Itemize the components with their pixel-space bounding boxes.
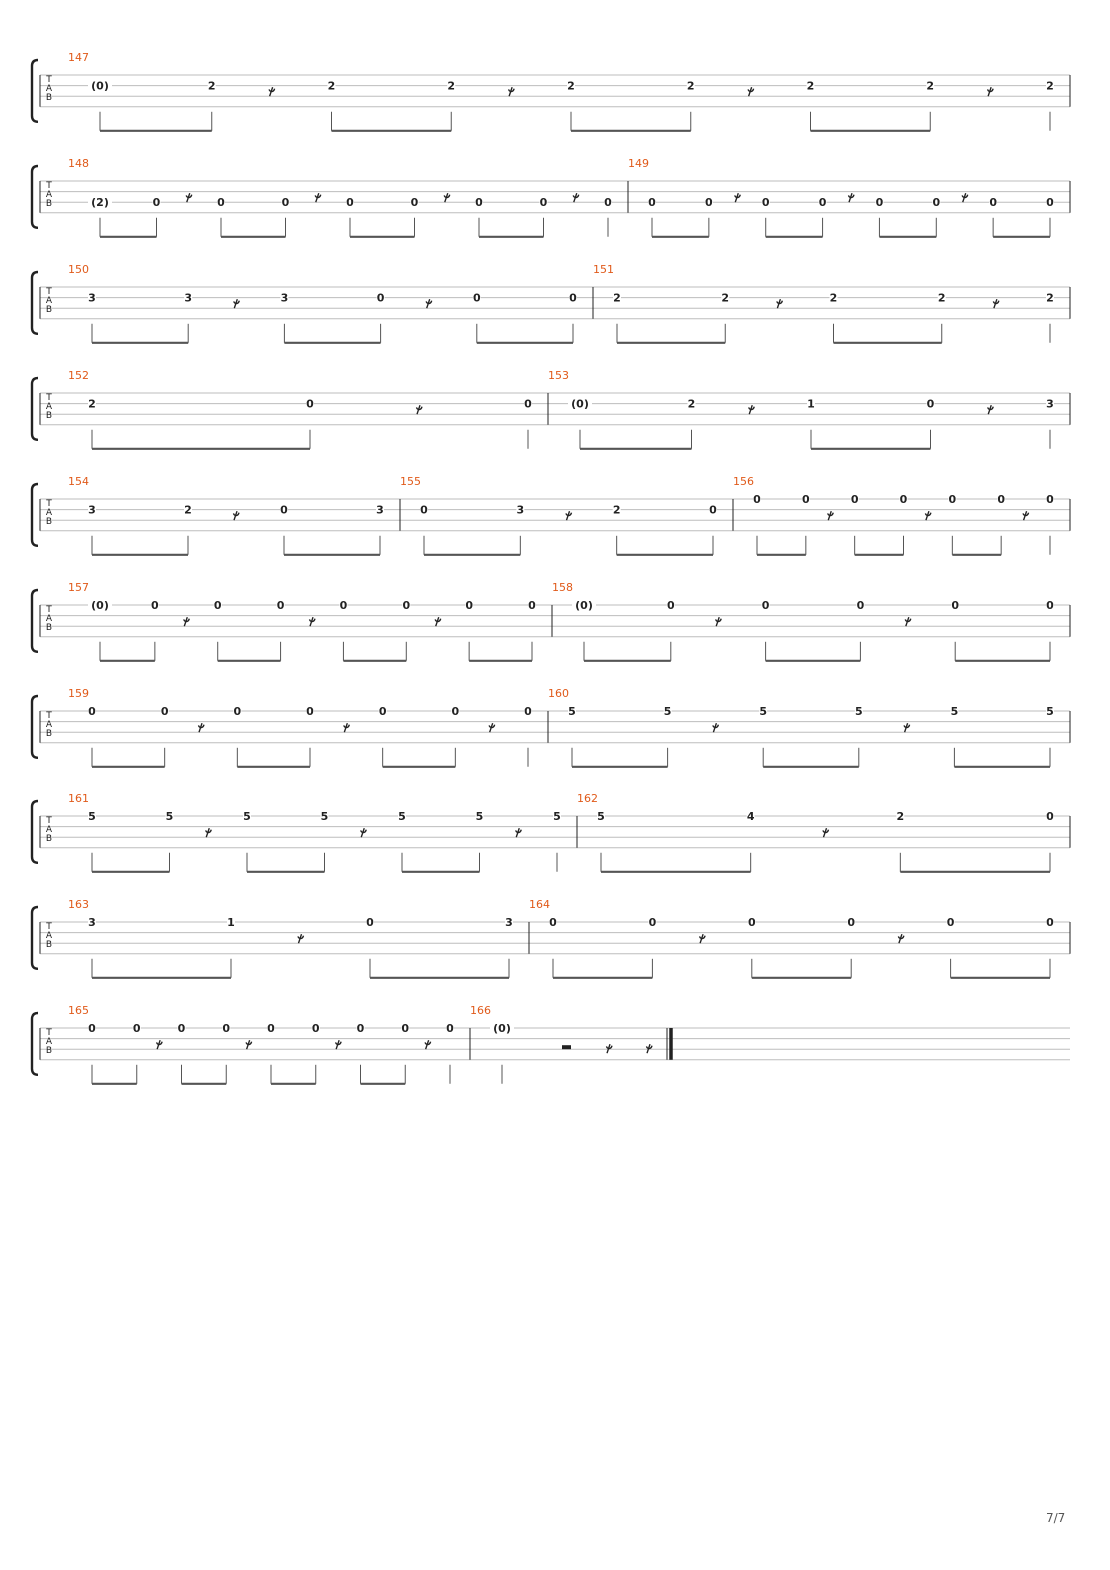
fret-number: 0 (1046, 599, 1054, 612)
fret-number: 0 (217, 196, 225, 210)
rest-symbol (849, 193, 854, 202)
tab-clef-letter: T (46, 816, 52, 826)
fret-number: 2 (721, 291, 730, 305)
fret-number: 0 (761, 196, 770, 210)
fret-number: 2 (937, 291, 946, 305)
fret-number: 0 (222, 1022, 231, 1035)
measure-number: 157 (68, 581, 89, 594)
measure-number: 152 (68, 369, 89, 382)
rest-symbol (962, 193, 967, 202)
fret-number: 0 (1046, 493, 1054, 506)
system-bracket (32, 801, 38, 863)
fret-number: 0 (151, 599, 159, 612)
fret-number: 5 (950, 705, 959, 718)
rest-symbol (777, 299, 782, 308)
rest-symbol (157, 1040, 162, 1049)
tab-clef-letter: B (45, 940, 53, 950)
tab-clef-letter: A (45, 190, 53, 200)
tab-clef-letter: T (46, 181, 52, 191)
fret-number: 2 (88, 397, 96, 411)
rest-symbol (735, 193, 740, 202)
fret-number: 2 (447, 79, 456, 93)
system-bracket (32, 378, 38, 440)
fret-number: 4 (746, 810, 755, 823)
fret-number: 0 (648, 196, 656, 210)
fret-number: (0) (575, 599, 593, 612)
fret-number: 3 (88, 291, 96, 305)
fret-number: 0 (989, 196, 997, 210)
fret-number: 0 (401, 1022, 410, 1035)
rest-symbol (516, 828, 521, 837)
rest-symbol (700, 934, 705, 943)
fret-number: 0 (761, 599, 770, 612)
fret-number: 0 (420, 503, 428, 517)
system-bracket (32, 590, 38, 652)
fret-number: 2 (327, 79, 336, 93)
fret-number: 3 (280, 291, 289, 305)
measure-number: 149 (628, 157, 649, 170)
fret-number: 0 (524, 705, 532, 718)
rest-symbol (234, 299, 239, 308)
system-bracket (32, 60, 38, 122)
rest-symbol (234, 511, 239, 520)
fret-number: 0 (666, 599, 675, 612)
fret-number: 0 (932, 196, 941, 210)
fret-number: 0 (356, 1022, 365, 1035)
fret-number: 0 (233, 705, 242, 718)
rest-symbol (310, 617, 315, 626)
fret-number: 0 (802, 493, 810, 506)
rest-symbol (988, 405, 993, 414)
tab-clef-letter: B (45, 305, 53, 315)
fret-number: 3 (1046, 397, 1054, 411)
fret-number: 0 (339, 599, 348, 612)
tab-clef-letter: A (45, 720, 53, 730)
system-bracket (32, 1013, 38, 1075)
page-number: 7/7 (1046, 1511, 1066, 1525)
fret-number: 0 (306, 397, 314, 411)
fret-number: 0 (946, 916, 955, 929)
rest-symbol (566, 511, 571, 520)
fret-number: 5 (854, 705, 863, 718)
measure-number: 156 (733, 475, 754, 488)
system-bracket (32, 166, 38, 228)
tab-clef-letter: A (45, 1037, 53, 1047)
fret-number: 5 (475, 810, 484, 823)
tab-clef-letter: A (45, 296, 53, 306)
rest-symbol (748, 87, 753, 96)
fret-number: 0 (1046, 916, 1054, 929)
rest-symbol (184, 617, 189, 626)
fret-number: 0 (472, 291, 481, 305)
fret-number: 0 (709, 503, 717, 517)
fret-number: (0) (571, 397, 589, 411)
measure-number: 151 (593, 263, 614, 276)
fret-number: 2 (926, 79, 935, 93)
tab-clef-letter: A (45, 508, 53, 518)
measure-number: 155 (400, 475, 421, 488)
tab-clef-letter: T (46, 499, 52, 509)
fret-number: 1 (807, 397, 815, 411)
fret-number: 0 (410, 196, 419, 210)
measure-number: 165 (68, 1004, 89, 1017)
fret-number: 0 (276, 599, 285, 612)
rest-symbol (716, 617, 721, 626)
fret-number: 0 (311, 1022, 320, 1035)
fret-number: (0) (493, 1022, 511, 1035)
tab-clef-letter: T (46, 605, 52, 615)
half-rest (562, 1045, 571, 1049)
rest-symbol (988, 87, 993, 96)
measure-number: 158 (552, 581, 573, 594)
fret-number: 0 (306, 705, 314, 718)
fret-number: 0 (446, 1022, 454, 1035)
fret-number: 3 (516, 503, 525, 517)
rest-symbol (904, 723, 909, 732)
fret-number: 5 (553, 810, 561, 823)
rest-symbol (905, 617, 910, 626)
fret-number: 0 (705, 196, 713, 210)
tab-clef-letter: A (45, 402, 53, 412)
measure-number: 161 (68, 792, 89, 805)
rest-symbol (993, 299, 998, 308)
measure-number: 150 (68, 263, 89, 276)
tab-clef-letter: T (46, 1028, 52, 1038)
fret-number: 2 (567, 79, 575, 93)
tab-clef-letter: T (46, 393, 52, 403)
fret-number: 0 (280, 503, 288, 517)
fret-number: 0 (152, 196, 161, 210)
tab-clef-letter: B (45, 834, 53, 844)
fret-number: 0 (132, 1022, 141, 1035)
rest-symbol (186, 193, 191, 202)
tab-clef-letter: A (45, 614, 53, 624)
system-bracket (32, 484, 38, 546)
tab-clef-letter: B (45, 411, 53, 421)
measure-number: 160 (548, 687, 569, 700)
tab-clef-letter: B (45, 1046, 53, 1056)
fret-number: 5 (759, 705, 768, 718)
tab-clef-letter: B (45, 199, 53, 209)
fret-number: 0 (88, 705, 96, 718)
fret-number: 0 (1046, 196, 1054, 210)
fret-number: 5 (597, 810, 605, 823)
fret-number: 2 (1046, 79, 1054, 93)
rest-symbol (926, 511, 931, 520)
fret-number: 0 (267, 1022, 275, 1035)
rest-symbol (509, 87, 514, 96)
fret-number: 0 (856, 599, 865, 612)
fret-number: 0 (213, 599, 222, 612)
fret-number: 0 (451, 705, 460, 718)
measure-number: 154 (68, 475, 89, 488)
rest-symbol (573, 193, 578, 202)
tab-clef-letter: T (46, 711, 52, 721)
fret-number: 3 (376, 503, 384, 517)
fret-number: 0 (569, 291, 577, 305)
fret-number: 0 (648, 916, 657, 929)
fret-number: 2 (806, 79, 815, 93)
measure-number: 162 (577, 792, 598, 805)
fret-number: 0 (875, 196, 884, 210)
tab-clef-letter: A (45, 84, 53, 94)
fret-number: 5 (165, 810, 174, 823)
fret-number: 2 (207, 79, 216, 93)
measure-number: 159 (68, 687, 89, 700)
fret-number: 0 (366, 916, 374, 929)
fret-number: 2 (829, 291, 838, 305)
tab-clef-letter: A (45, 931, 53, 941)
rest-symbol (315, 193, 320, 202)
rest-symbol (344, 723, 349, 732)
fret-number: (0) (91, 599, 109, 612)
rest-symbol (435, 617, 440, 626)
measure-number: 148 (68, 157, 89, 170)
fret-number: 5 (243, 810, 251, 823)
fret-number: 0 (951, 599, 960, 612)
fret-number: 0 (376, 291, 385, 305)
fret-number: 0 (997, 493, 1005, 506)
tab-clef-letter: B (45, 729, 53, 739)
measure-number: 166 (470, 1004, 491, 1017)
rest-symbol (199, 723, 204, 732)
rest-symbol (444, 193, 449, 202)
tab-clef-letter: T (46, 922, 52, 932)
fret-number: 2 (613, 291, 621, 305)
rest-symbol (828, 511, 833, 520)
fret-number: 0 (465, 599, 473, 612)
fret-number: 0 (160, 705, 169, 718)
fret-number: 3 (88, 503, 96, 517)
rest-symbol (246, 1040, 251, 1049)
fret-number: 0 (899, 493, 908, 506)
tab-clef-letter: A (45, 825, 53, 835)
fret-number: 5 (1046, 705, 1054, 718)
rest-symbol (269, 87, 274, 96)
measure-number: 153 (548, 369, 569, 382)
system-bracket (32, 696, 38, 758)
rest-symbol (713, 723, 718, 732)
fret-number: 0 (948, 493, 957, 506)
rest-symbol (298, 934, 303, 943)
fret-number: 0 (926, 397, 935, 411)
fret-number: 0 (818, 196, 827, 210)
tab-clef-letter: T (46, 287, 52, 297)
rest-symbol (749, 405, 754, 414)
fret-number: 0 (524, 397, 532, 411)
rest-symbol (336, 1040, 341, 1049)
fret-number: 0 (346, 196, 354, 210)
fret-number: 2 (686, 79, 695, 93)
rest-symbol (206, 828, 211, 837)
fret-number: 1 (227, 916, 235, 929)
fret-number: (2) (91, 196, 109, 210)
measure-number: 163 (68, 898, 89, 911)
fret-number: 0 (88, 1022, 96, 1035)
tab-clef-letter: B (45, 93, 53, 103)
rest-symbol (417, 405, 422, 414)
fret-number: 0 (281, 196, 290, 210)
rest-symbol (823, 828, 828, 837)
fret-number: 3 (184, 291, 193, 305)
fret-number: 2 (184, 503, 192, 517)
system-bracket (32, 907, 38, 969)
fret-number: 5 (88, 810, 96, 823)
fret-number: 5 (663, 705, 672, 718)
measure-number: 164 (529, 898, 550, 911)
fret-number: 3 (88, 916, 96, 929)
rest-symbol (425, 1040, 430, 1049)
rest-symbol (1023, 511, 1028, 520)
fret-number: 0 (847, 916, 856, 929)
fret-number: 3 (505, 916, 513, 929)
fret-number: 2 (612, 503, 621, 517)
fret-number: 5 (568, 705, 576, 718)
fret-number: 2 (1046, 291, 1054, 305)
tab-clef-letter: B (45, 623, 53, 633)
rest-symbol (899, 934, 904, 943)
fret-number: 0 (378, 705, 387, 718)
fret-number: 0 (475, 196, 483, 210)
rest-symbol (489, 723, 494, 732)
fret-number: 0 (177, 1022, 186, 1035)
rest-symbol (426, 299, 431, 308)
fret-number: 5 (398, 810, 406, 823)
fret-number: 5 (320, 810, 329, 823)
fret-number: 0 (604, 196, 612, 210)
rest-symbol (361, 828, 366, 837)
fret-number: 0 (850, 493, 859, 506)
fret-number: 0 (539, 196, 548, 210)
tab-clef-letter: T (46, 75, 52, 85)
fret-number: 0 (402, 599, 411, 612)
fret-number: (0) (91, 79, 109, 93)
system-bracket (32, 272, 38, 334)
fret-number: 0 (747, 916, 756, 929)
fret-number: 0 (549, 916, 557, 929)
fret-number: 0 (753, 493, 761, 506)
fret-number: 0 (528, 599, 536, 612)
tab-clef-letter: B (45, 517, 53, 527)
fret-number: 2 (896, 810, 905, 823)
fret-number: 0 (1046, 810, 1054, 823)
fret-number: 2 (687, 397, 696, 411)
measure-number: 147 (68, 51, 89, 64)
